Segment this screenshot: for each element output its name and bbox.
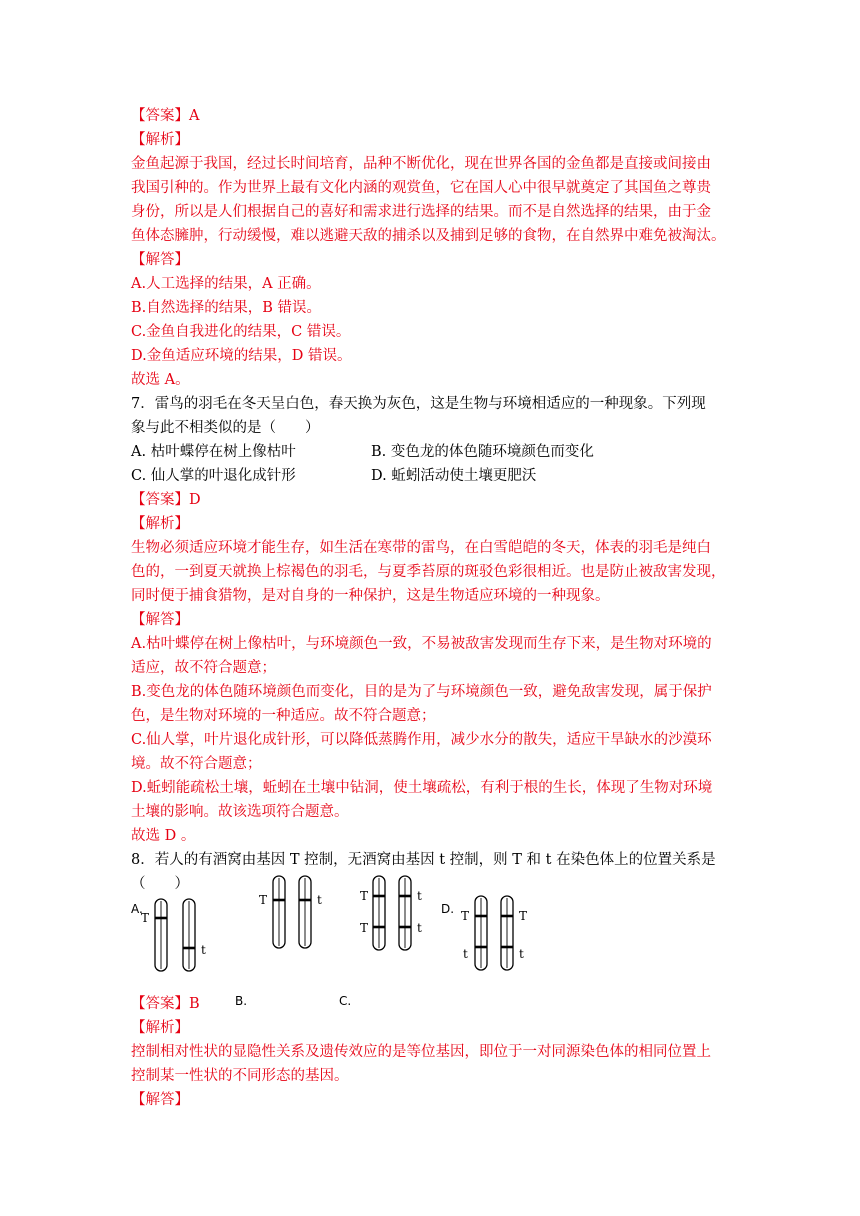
q7-solution-line: A.枯叶蝶停在树上像枯叶，与环境颜色一致，不易被敌害发现而生存下来，是生物对环境的 — [131, 636, 712, 652]
q8-analysis-line: 控制相对性状的显隐性关系及遗传效应的是等位基因，即位于一对同源染色体的相同位置上 — [131, 1044, 711, 1060]
q6-solution-heading: 【解答】 — [131, 252, 189, 268]
q7-option-d: D. 蚯蚓活动使土壤更肥沃 — [371, 468, 537, 484]
q7-conclusion: 故选 D 。 — [131, 828, 196, 844]
q7-solution-line: B.变色龙的体色随环境颜色而变化，目的是为了与环境颜色一致，避免敌害发现，属于保护 — [131, 684, 712, 700]
gene-label-T: T — [259, 893, 268, 907]
gene-label-T: T — [461, 909, 470, 923]
gene-label-t: t — [417, 889, 422, 903]
figure-label-c: C. — [339, 994, 352, 1008]
q7-analysis-line: 色的，一到夏天就换上棕褐色的羽毛，与夏季苔原的斑驳色彩很相近。也是防止被敌害发现， — [131, 564, 726, 580]
q8-solution-heading: 【解答】 — [131, 1092, 189, 1108]
q6-solution-line: A.人工选择的结果，A 正确。 — [131, 276, 321, 292]
chromosome-pair-d — [457, 892, 537, 978]
q6-analysis-line: 金鱼起源于我国，经过长时间培育，品种不断优化，现在世界各国的金鱼都是直接或间接由 — [131, 156, 711, 172]
q7-answer: 【答案】D — [131, 492, 201, 508]
q7-analysis-line: 生物必须适应环境才能生存，如生活在寒带的雷鸟，在白雪皑皑的冬天，体表的羽毛是纯白 — [131, 540, 711, 556]
q6-solution-line: B.自然选择的结果，B 错误。 — [131, 300, 322, 316]
gene-label-t: t — [519, 947, 524, 961]
gene-label-t: t — [201, 943, 206, 957]
q7-option-b: B. 变色龙的体色随环境颜色而变化 — [371, 444, 594, 460]
q7-solution-line: C.仙人掌，叶片退化成针形，可以降低蒸腾作用，减少水分的散失，适应干旱缺水的沙漠环 — [131, 732, 712, 748]
q7-solution-line: 土壤的影响。故该选项符合题意。 — [131, 804, 349, 820]
gene-label-T: T — [360, 921, 369, 935]
q7-solution-line: 境。故不符合题意； — [131, 756, 262, 772]
chromosome-pair-a — [135, 896, 215, 976]
q7-solution-line: 色，是生物对环境的一种适应。故不符合题意； — [131, 708, 436, 724]
q7-stem-line: 象与此不相类似的是（ ） — [131, 420, 320, 436]
q7-analysis-heading: 【解析】 — [131, 516, 189, 532]
q7-solution-line: D.蚯蚓能疏松土壤，蚯蚓在土壤中钻洞，使土壤疏松，有利于根的生长，体现了生物对环境 — [131, 780, 713, 796]
q6-analysis-line: 鱼体态臃肿，行动缓慢，难以逃避天敌的捕杀以及捕到足够的食物，在自然界中难免被淘汰。 — [131, 228, 726, 244]
gene-label-t: t — [463, 947, 468, 961]
figure-label-b: B. — [235, 994, 248, 1008]
q7-option-a: A. 枯叶蝶停在树上像枯叶 — [131, 444, 296, 460]
q7-option-c: C. 仙人掌的叶退化成针形 — [131, 468, 296, 484]
chromosome-pair-c — [355, 872, 435, 958]
gene-label-T: T — [141, 911, 150, 925]
gene-label-T: T — [360, 889, 369, 903]
q8-stem-line: （ ） — [131, 876, 189, 892]
q6-answer: 【答案】A — [131, 108, 200, 124]
gene-label-t: t — [417, 921, 422, 935]
q7-stem-line: 7．雷鸟的羽毛在冬天呈白色，春天换为灰色，这是生物与环境相适应的一种现象。下列现 — [131, 396, 706, 412]
chromosome-pair-b — [255, 872, 335, 952]
q6-solution-line: C.金鱼自我进化的结果，C 错误。 — [131, 324, 351, 340]
q7-solution-heading: 【解答】 — [131, 612, 189, 628]
q6-analysis-heading: 【解析】 — [131, 132, 189, 148]
q6-analysis-line: 我国引种的。作为世界上最有文化内涵的观赏鱼，它在国人心中很早就奠定了其国鱼之尊贵 — [131, 180, 711, 196]
q6-conclusion: 故选 A。 — [131, 372, 190, 388]
q8-analysis-line: 控制某一性状的不同形态的基因。 — [131, 1068, 349, 1084]
q6-analysis-line: 身份，所以是人们根据自己的喜好和需求进行选择的结果。而不是自然选择的结果，由于金 — [131, 204, 711, 220]
q6-solution-line: D.金鱼适应环境的结果，D 错误。 — [131, 348, 352, 364]
q8-analysis-heading: 【解析】 — [131, 1020, 189, 1036]
figure-label-a: A. — [131, 902, 143, 916]
figure-label-d: D. — [441, 902, 455, 916]
gene-label-T: T — [519, 909, 528, 923]
q8-stem-line: 8．若人的有酒窝由基因 T 控制，无酒窝由基因 t 控制，则 T 和 t 在染色体上的位置关系是 — [131, 852, 716, 868]
q7-analysis-line: 同时便于捕食猎物，是对自身的一种保护，这是生物适应环境的一种现象。 — [131, 588, 610, 604]
gene-label-t: t — [317, 893, 322, 907]
q7-solution-line: 适应，故不符合题意； — [131, 660, 276, 676]
q8-answer: 【答案】B — [131, 996, 200, 1012]
